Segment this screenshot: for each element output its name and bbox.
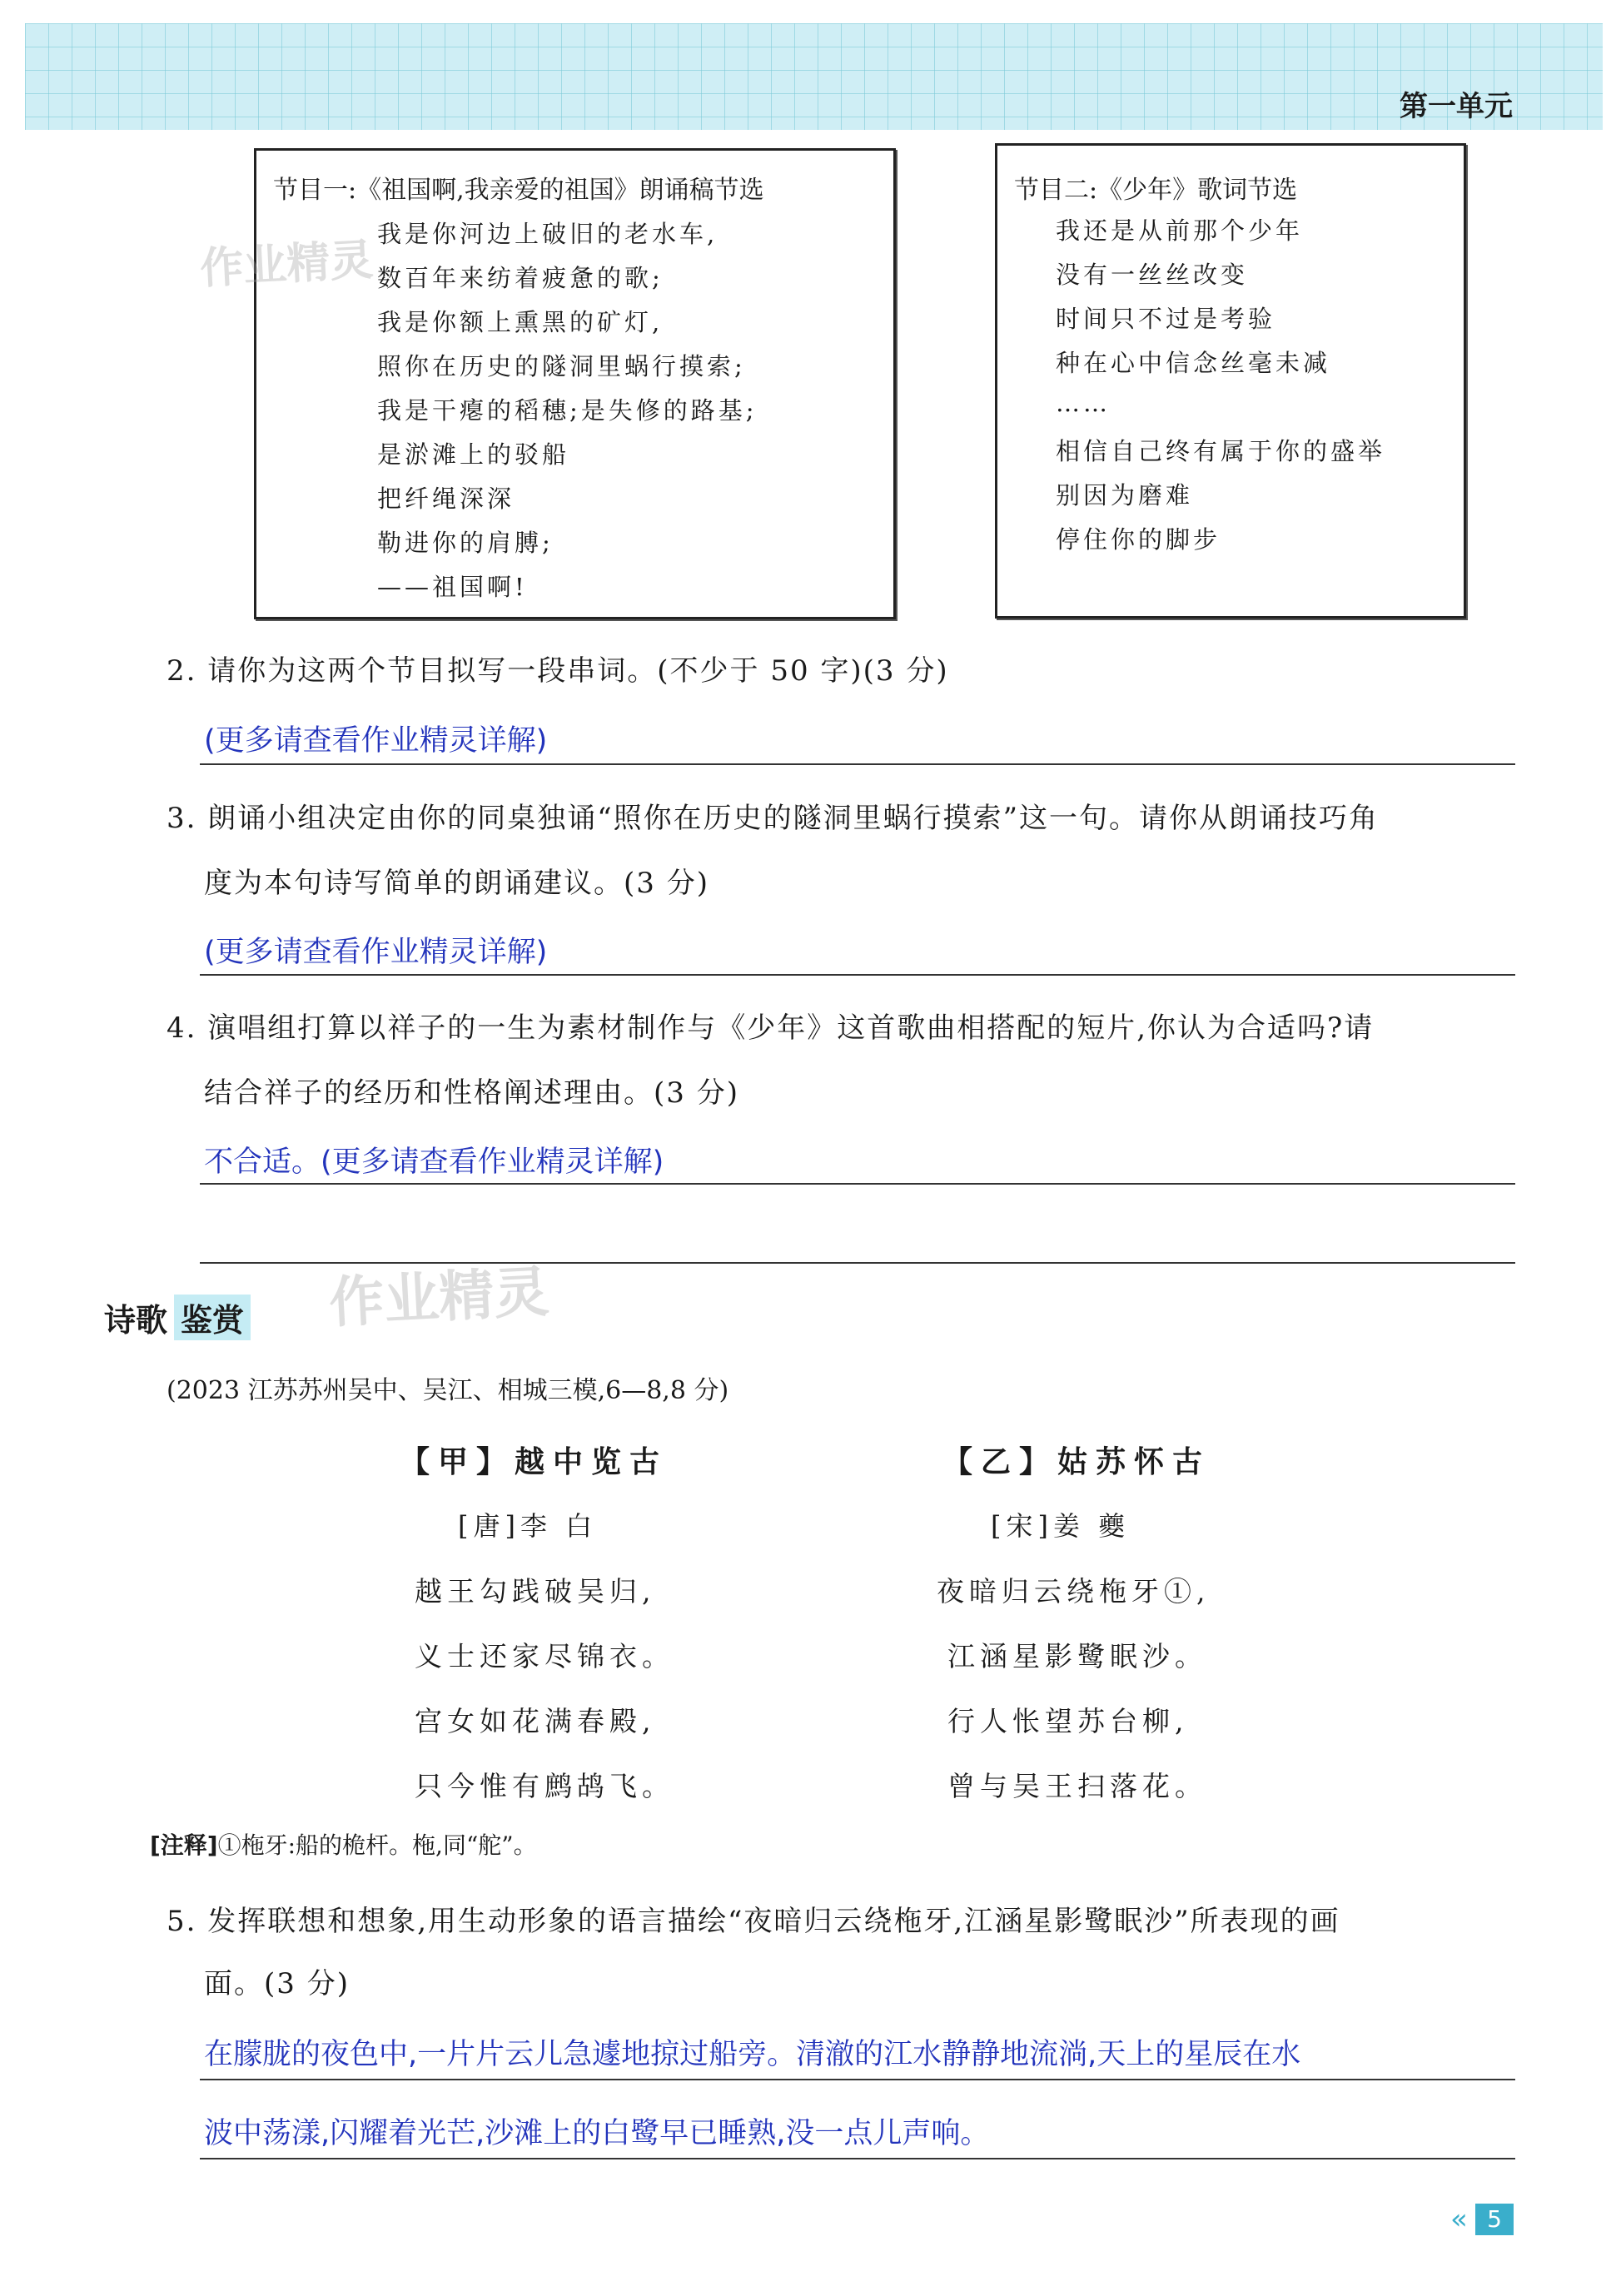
program1-line: 我是干瘪的稻穗;是失修的路基; — [377, 396, 758, 425]
answer-line — [200, 763, 1515, 765]
program2-line: …… — [1056, 389, 1111, 417]
section-title — [104, 1295, 251, 1340]
program1-line: 照你在历史的隧洞里蜗行摸索; — [377, 352, 746, 380]
poem-a-line: 义士还家尽锦衣。 — [415, 1640, 674, 1672]
program1-line: 我是你河边上破旧的老水车, — [377, 220, 719, 248]
question-4-line2: 结合祥子的经历和性格阐述理由。(3 分) — [204, 1076, 739, 1110]
poem-a-line: 越王勾践破吴归, — [415, 1575, 656, 1608]
program1-line: 把纤绳深深 — [377, 485, 515, 513]
poem-b-line: 夜暗归云绕柂牙①, — [937, 1575, 1211, 1608]
section-tag: 鉴赏 — [174, 1295, 251, 1340]
answer-line — [200, 1183, 1515, 1185]
program2-line: 相信自己终有属于你的盛举 — [1056, 437, 1386, 465]
header-band — [25, 23, 1603, 130]
answer-5-line2: 波中荡漾,闪耀着光芒,沙滩上的白鹭早已睡熟,没一点儿声响。 — [204, 2117, 990, 2150]
poem-source: (2023 江苏苏州吴中、吴江、相城三模,6—8,8 分) — [167, 1376, 729, 1405]
answer-4: 不合适。(更多请查看作业精灵详解) — [204, 1146, 664, 1179]
answer-2: (更多请查看作业精灵详解) — [204, 724, 548, 758]
program2-box — [995, 143, 1466, 619]
answer-3: (更多请查看作业精灵详解) — [204, 936, 548, 969]
section-label: 诗歌 — [104, 1302, 168, 1339]
program1-line: 数百年来纺着疲惫的歌; — [377, 264, 664, 292]
program2-line: 种在心中信念丝毫未减 — [1056, 349, 1331, 377]
program1-title: 节目一:《祖国啊,我亲爱的祖国》朗诵稿节选 — [273, 176, 764, 205]
unit-title: 第一单元 — [1400, 90, 1513, 123]
question-5-line1: 5. 发挥联想和想象,用生动形象的语言描绘“夜暗归云绕柂牙,江涵星影鹭眠沙”所表现的画 — [167, 1905, 1340, 1938]
poem-a-line: 只今惟有鹧鸪飞。 — [415, 1770, 674, 1802]
question-2: 2. 请你为这两个节目拟写一段串词。(不少于 50 字)(3 分) — [167, 654, 949, 688]
annotation — [150, 1827, 537, 1861]
program1-line: ——祖国啊! — [377, 573, 528, 601]
answer-5-line1: 在朦胧的夜色中,一片片云儿急遽地掠过船旁。清澈的江水静静地流淌,天上的星辰在水 — [204, 2038, 1301, 2071]
question-5-line2: 面。(3 分) — [204, 1967, 350, 2000]
question-3-line2: 度为本句诗写简单的朗诵建议。(3 分) — [204, 867, 709, 900]
poem-b-line: 曾与吴王扫落花。 — [947, 1770, 1207, 1802]
question-4-line1: 4. 演唱组打算以祥子的一生为素材制作与《少年》这首歌曲相搭配的短片,你认为合适吗?请 — [167, 1011, 1375, 1045]
program2-line: 没有一丝丝改变 — [1056, 261, 1249, 289]
poem-b-author: [宋]姜 夔 — [991, 1510, 1131, 1542]
watermark: 作业精灵 — [198, 235, 375, 295]
question-3-line1: 3. 朗诵小组决定由你的同桌独诵“照你在历史的隧洞里蜗行摸索”这一句。请你从朗诵技巧角 — [167, 802, 1380, 835]
program1-line: 勒进你的肩膊; — [377, 529, 554, 557]
answer-line — [200, 2158, 1515, 2159]
program2-line: 时间只不过是考验 — [1056, 305, 1276, 333]
poem-a-line: 宫女如花满春殿, — [415, 1705, 656, 1737]
watermark: 作业精灵 — [327, 1260, 551, 1335]
poem-a-author: [唐]李 白 — [458, 1510, 598, 1542]
poem-a-title: 【甲】越中览古 — [400, 1444, 669, 1479]
annotation-text: ①柂牙:船的桅杆。柂,同“舵”。 — [217, 1831, 537, 1859]
annotation-label: [注释] — [150, 1831, 218, 1859]
program2-line: 别因为磨难 — [1056, 481, 1194, 509]
program1-line: 是淤滩上的驳船 — [377, 440, 570, 469]
program2-line: 我还是从前那个少年 — [1056, 216, 1304, 245]
program1-line: 我是你额上熏黑的矿灯, — [377, 308, 664, 336]
page-number — [1450, 2204, 1517, 2235]
poem-b-title: 【乙】姑苏怀古 — [942, 1444, 1211, 1479]
answer-line — [200, 2079, 1515, 2080]
answer-line — [200, 974, 1515, 976]
program2-title: 节目二:《少年》歌词节选 — [1014, 176, 1298, 205]
poem-b-line: 行人怅望苏台柳, — [947, 1705, 1189, 1737]
chevron-left-icon: « — [1450, 2203, 1468, 2236]
page-number-value: 5 — [1475, 2204, 1514, 2235]
poem-b-line: 江涵星影鹭眠沙。 — [947, 1640, 1207, 1672]
program2-line: 停住你的脚步 — [1056, 525, 1221, 554]
program1-box — [254, 148, 896, 619]
